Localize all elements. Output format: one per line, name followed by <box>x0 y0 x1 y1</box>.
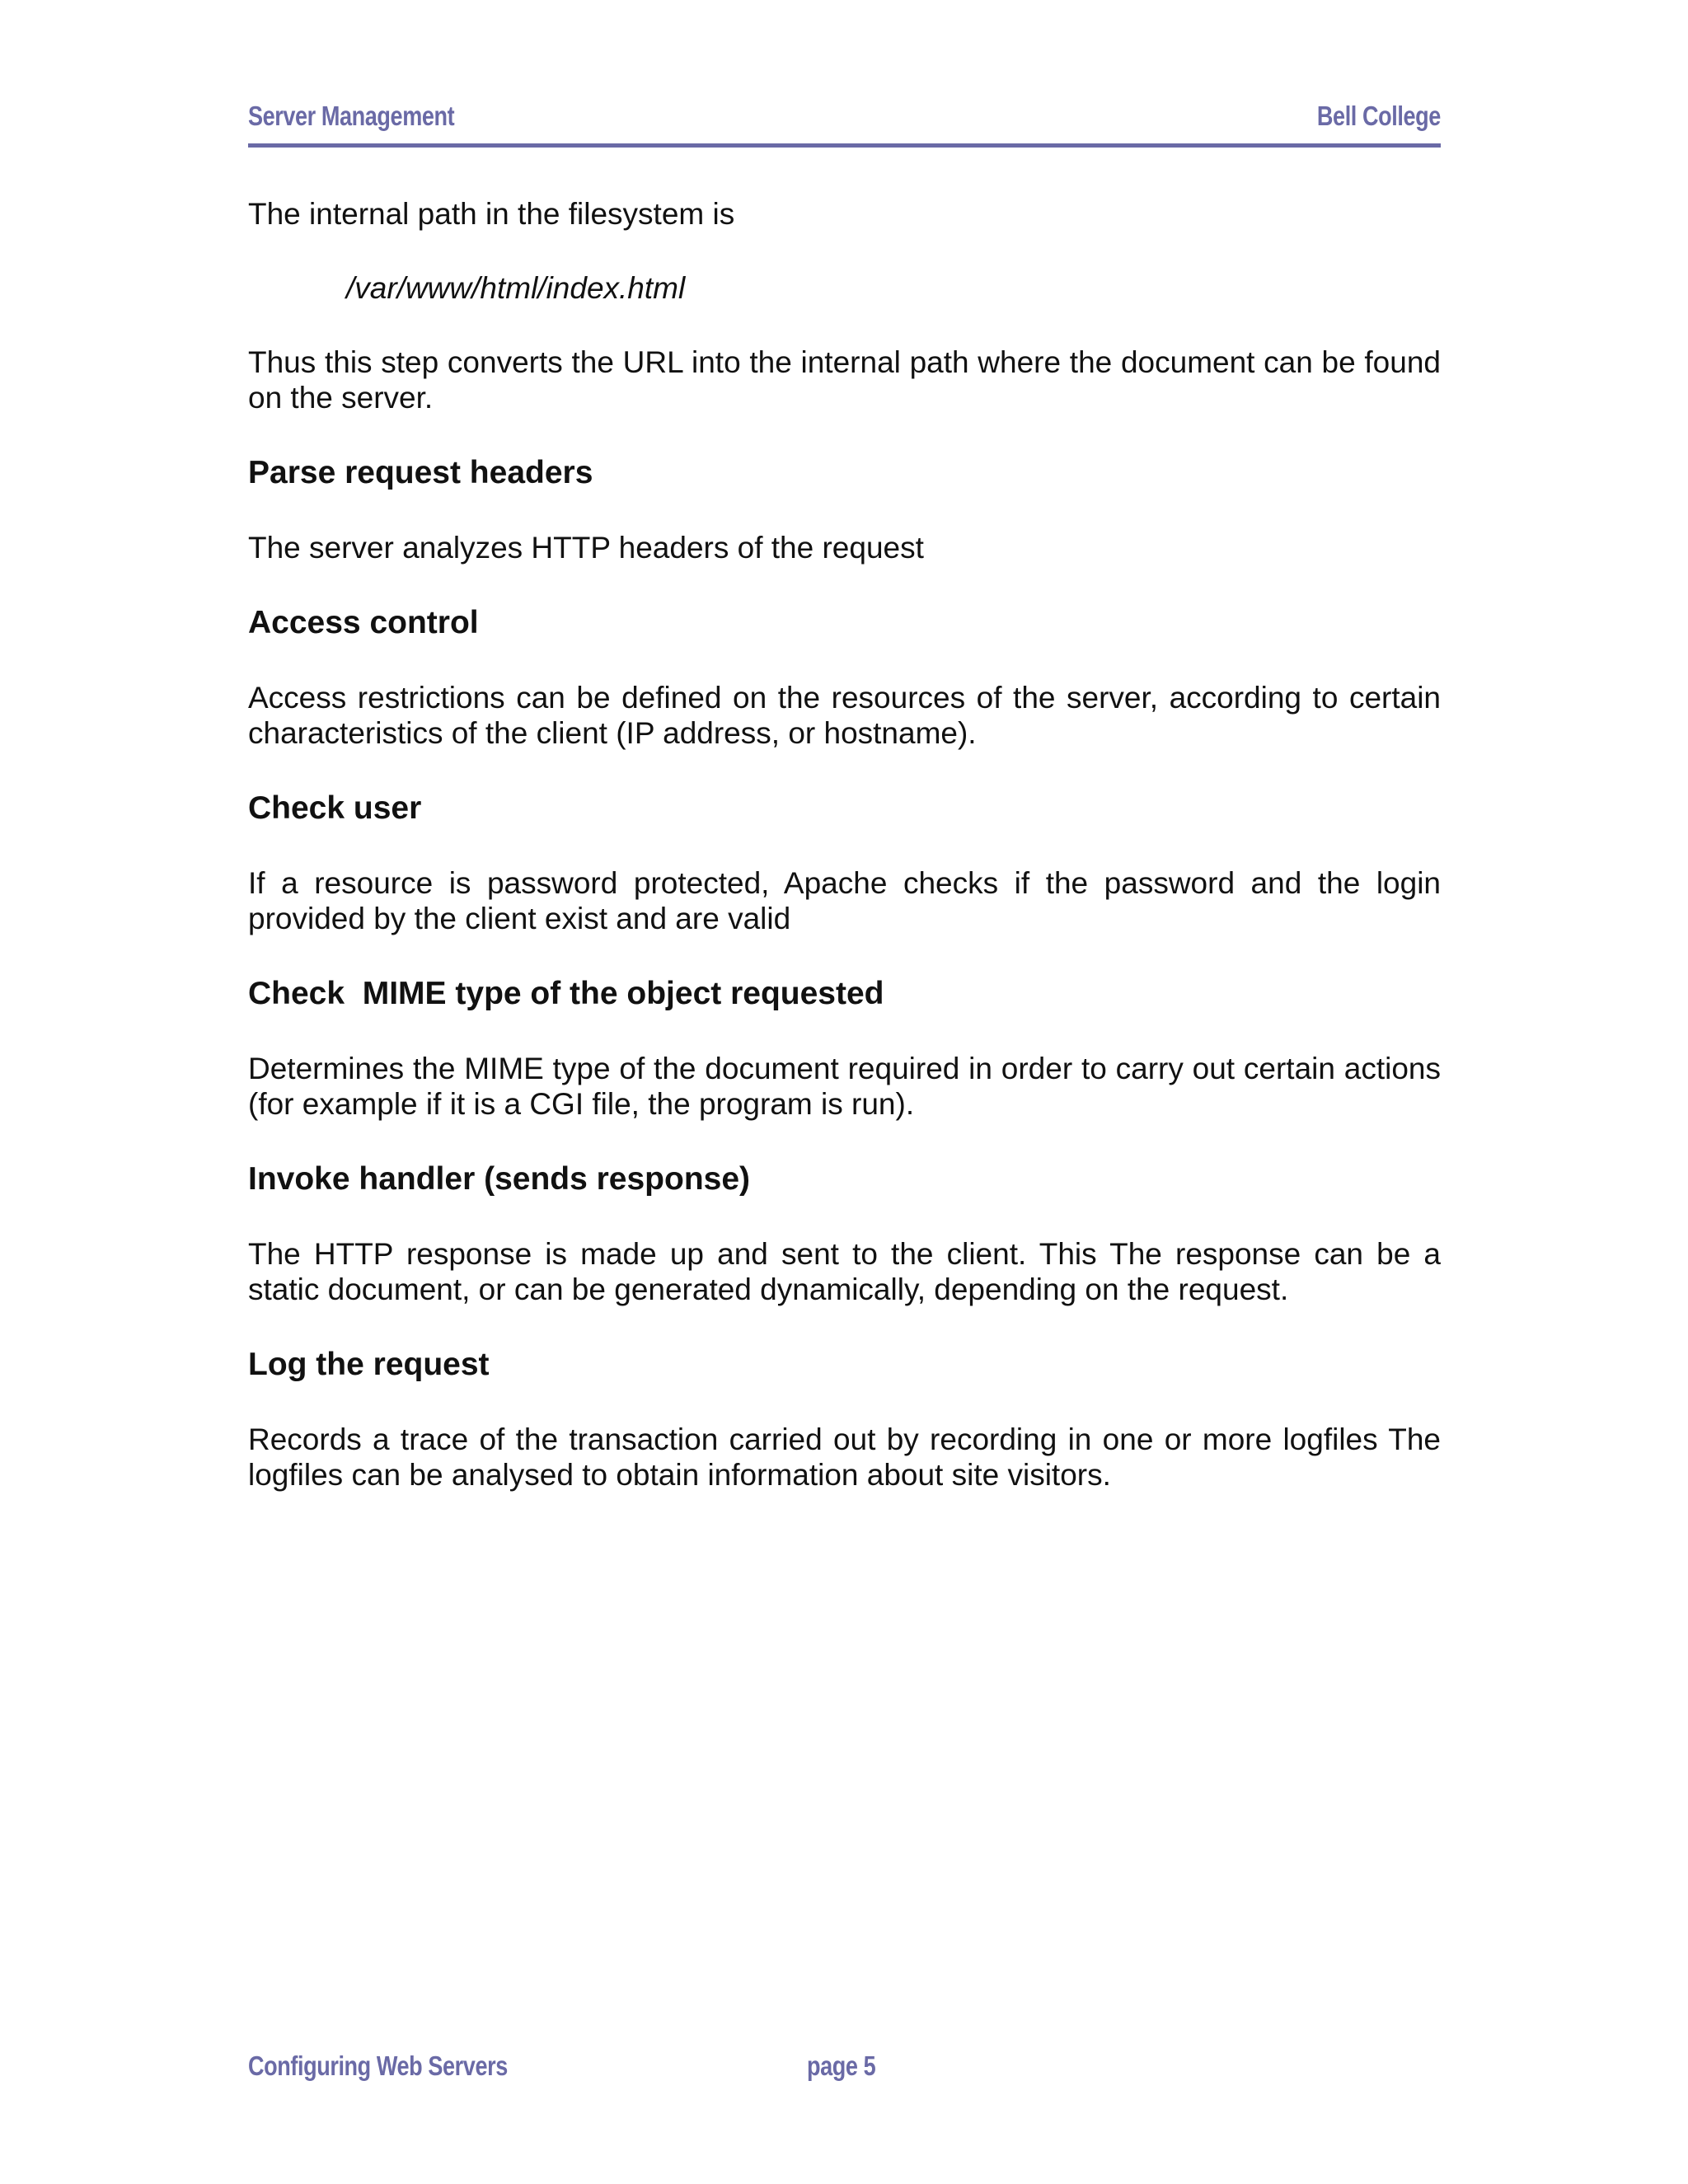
section-invoke-handler <box>248 1160 1441 1307</box>
section-heading: Check user <box>248 790 422 826</box>
section-text: Access restrictions can be defined on the resources of the server, according to certain characteristics of the client (IP address, or hostname). <box>248 681 1441 750</box>
section-check-user <box>248 790 1441 936</box>
running-header <box>248 97 1441 148</box>
section-heading: Check MIME type of the object requested <box>248 976 884 1011</box>
footer-document-title: Configuring Web Servers <box>248 2050 508 2081</box>
section-check-mime <box>248 975 1441 1122</box>
intro-paragraph: The internal path in the filesystem is <box>248 197 735 231</box>
section-heading: Access control <box>248 605 479 640</box>
section-text: If a resource is password protected, Apache checks if the password and the login provided by the client exist and are valid <box>248 866 1441 935</box>
section-text: The HTTP response is made up and sent to the client. This The response can be a static document, or can be generated dynamically, depending on the request. <box>248 1237 1441 1306</box>
conversion-paragraph: Thus this step converts the URL into the internal path where the document can be found on the server. <box>248 345 1441 415</box>
filesystem-path: /var/www/html/index.html <box>346 271 686 305</box>
section-heading: Log the request <box>248 1347 490 1382</box>
footer-page-number: page 5 <box>807 2050 876 2081</box>
header-institution: Bell College <box>1317 101 1441 131</box>
section-heading: Invoke handler (sends response) <box>248 1161 751 1197</box>
page-body <box>248 196 1441 1531</box>
section-log-request <box>248 1346 1441 1493</box>
section-text: Records a trace of the transaction carried out by recording in one or more logfiles The logfiles can be analysed to obtain information about site visitors. <box>248 1422 1441 1492</box>
section-text: Determines the MIME type of the document required in order to carry out certain actions (for example if it is a CGI file, the program is run). <box>248 1052 1441 1121</box>
section-access-control <box>248 604 1441 751</box>
header-course-title: Server Management <box>248 101 455 131</box>
section-text: The server analyzes HTTP headers of the request <box>248 531 924 565</box>
section-parse-headers <box>248 454 1441 565</box>
section-heading: Parse request headers <box>248 455 593 490</box>
